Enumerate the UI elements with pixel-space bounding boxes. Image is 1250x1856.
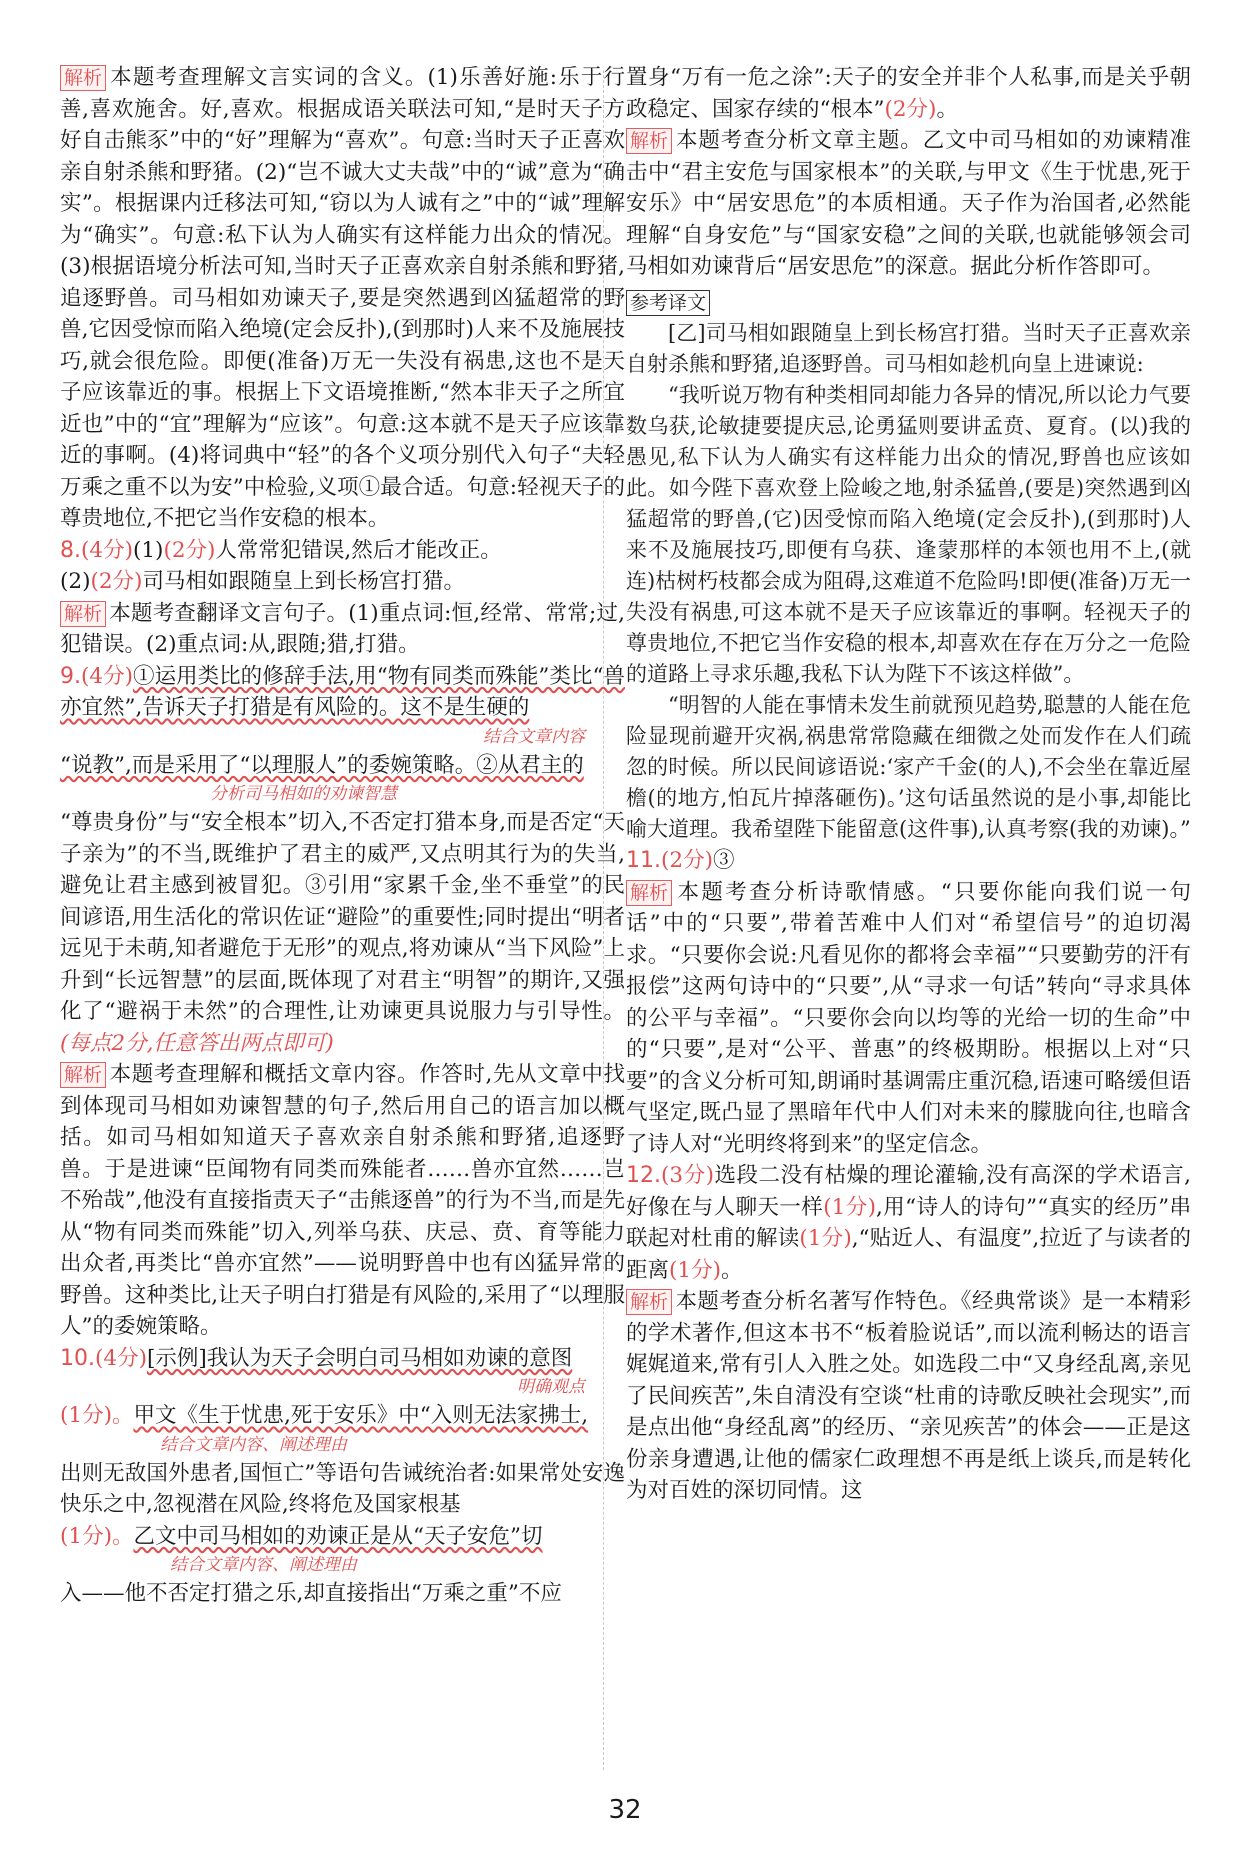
q8-answer-1: 8.(4分)(1)(2分)人常常犯错误,然后才能改正。 bbox=[60, 537, 502, 563]
q9-answer-c: “尊贵身份”与“安全根本”切入,不否定打猎本身,而是否定“天子亲为”的不当,既维护了君主的威严,又点明其行为的失当,避免让君主感到被冒犯。③引用“家累千金,坐不垂堂”的民间谚语,用生活化的常识佐证“避险”的重要性;同时提出“明者远见于未萌,知者避危于无形”的观点,将劝谏从“当下风险”上升到“长远智慧”的层面,既体现了对君主“明智”的期许,又强化了“避祸于未然”的合理性,让劝谏更具说服力与引导性。(每点2分,任意答出两点即可) bbox=[60, 810, 625, 1056]
q10-answer-cont: 置身“万有一危之涂”:天子的安全并非个人私事,而是关乎朝政稳定、国家存续的“根本”(2分)。 bbox=[626, 65, 1191, 122]
q12-jiexi: 解析 本题考查分析名著写作特色。《经典常谈》是一本精彩的学术著作,但这本书不“板着脸说话”,而以流利畅达的语言娓娓道来,常有引人入胜之处。如选段二中“又身经乱离,亲见了民间疾苦”,朱自清没有空谈“杜甫的诗歌反映社会现实”,而是点出他“身经乱离”的经历、“亲见疾苦”的体会——正是这份亲身遭遇,让他的儒家仁政理想不再是纸上谈兵,而是转化为对百姓的深切同情。这 bbox=[626, 1289, 1191, 1503]
q9-answer-b: “说教”,而是采用了“以理服人”的委婉策略。②从君主的 bbox=[60, 752, 584, 778]
reference-translation-heading bbox=[626, 287, 1191, 319]
jiexi-tag: 解析 bbox=[60, 601, 106, 627]
q9-annotation-1: 结合文章内容 bbox=[483, 726, 585, 747]
q9-jiexi: 解析 本题考查理解和概括文章内容。作答时,先从文章中找到体现司马相如劝谏智慧的句子,然后用自己的语言加以概括。如司马相如知道天子喜欢亲自射杀熊和野猪,追逐野兽。于是进谏“臣闻物有同类而殊能者……兽亦宜然……岂不殆哉”,他没有直接指责天子“击熊逐兽”的行为不当,而是先从“物有同类而殊能”切入,列举乌获、庆忌、贲、育等能力出众者,再类比“兽亦宜然”——说明野兽中也有凶猛异常的野兽。这种类比,让天子明白打猎是有风险的,采用了“以理服人”的委婉策略。 bbox=[60, 1062, 625, 1339]
q10-answer-a: 10.(4分)[示例]我认为天子会明白司马相如劝谏的意图 bbox=[60, 1345, 573, 1371]
q11-answer: 11.(2分)③ bbox=[626, 848, 735, 873]
translation-para-1: [乙]司马相如跟随皇上到长杨宫打猎。当时天子正喜欢亲自射杀熊和野猪,追逐野兽。司马相如趁机向皇上进谏说: bbox=[626, 321, 1191, 376]
q12-answer: 12.(3分)选段二没有枯燥的理论灌输,没有高深的学术语言,好像在与人聊天一样(1分),用“诗人的诗句”“真实的经历”串联起对杜甫的解读(1分),“贴近人、有温度”,拉近了与读者的距离(1分)。 bbox=[626, 1163, 1191, 1283]
q10-answer-e: 入——他不否定打猎之乐,却直接指出“万乘之重”不应 bbox=[60, 1581, 562, 1606]
q9-answer-a: 9.(4分)①运用类比的修辞手法,用“物有同类而殊能”类比“兽亦宜然”,告诉天子打猎是有风险的。这不是生硬的 bbox=[60, 663, 625, 720]
jiexi-tag: 解析 bbox=[60, 65, 106, 91]
q10-answer-d: (1分)。乙文中司马相如的劝谏正是从“天子安危”切 bbox=[60, 1523, 543, 1549]
q9-annotation-2: 分析司马相如的劝谏智慧 bbox=[210, 784, 397, 804]
left-column bbox=[60, 62, 625, 1610]
q10-answer-b: (1分)。甲文《生于忧患,死于安乐》中“入则无法家拂士, bbox=[60, 1403, 589, 1428]
q11-jiexi: 解析 本题考查分析诗歌情感。“只要你能向我们说一句话”中的“只要”,带着苦难中人们对“希望信号”的迫切渴求。“只要你会说:凡看见你的都将会幸福”“只要勤劳的汗有报偿”这两句诗中的“只要”,从“寻求一句话”转向“寻求具体的公平与幸福”。“只要你会向以均等的光给一切的生命”中的“只要”,是对“公平、普惠”的终极期盼。根据以上对“只要”的含义分析可知,朗诵时基调需庄重沉稳,语速可略缓但语气坚定,既凸显了黑暗年代中人们对未来的朦胧向往,也暗含了诗人对“光明终将到来”的坚定信念。 bbox=[626, 879, 1191, 1157]
right-column bbox=[626, 62, 1191, 1507]
translation-para-3: “明智的人能在事情未发生前就预见趋势,聪慧的人能在危险显现前避开灾祸,祸患常常隐藏在细微之处而发作在人们疏忽的时候。所以民间谚语说:‘家产千金(的人),不会坐在靠近屋檐(的地方,怕瓦片掉落砸伤)。’这句话虽然说的是小事,却能比喻大道理。我希望陛下能留意(这件事),认真考察(我的劝谏)。” bbox=[626, 693, 1191, 841]
q7-jiexi: 解析 本题考查理解文言实词的含义。(1)乐善好施:乐于行善,喜欢施舍。好,喜欢。根据成语关联法可知,“是时天子方好自击熊豕”中的“好”理解为“喜欢”。句意:当时天子正喜欢亲自射杀熊和野猪。(2)“岂不诚大丈夫哉”中的“诚”意为“确实”。根据课内迁移法可知,“窃以为人诚有之”中的“诚”理解为“确实”。句意:私下认为人确实有这样能力出众的情况。(3)根据语境分析法可知,当时天子正喜欢亲自射杀熊和野猪,追逐野兽。司马相如劝谏天子,要是突然遇到凶猛超常的野兽,它因受惊而陷入绝境(定会反扑),(到那时)人来不及施展技巧,就会很危险。即便(准备)万无一失没有祸患,这也不是天子应该靠近的事。根据上下文语境推断,“然本非天子之所宜近也”中的“宜”理解为“应该”。句意:这本就不是天子应该靠近的事啊。(4)将词典中“轻”的各个义项分别代入句子“夫轻万乘之重不以为安”中检验,义项①最合适。句意:轻视天子的尊贵地位,不把它当作安稳的根本。 bbox=[60, 65, 625, 531]
q10-annotation-2: 结合文章内容、阐述理由 bbox=[160, 1434, 347, 1455]
page-number: 32 bbox=[608, 1795, 642, 1825]
jiexi-tag: 解析 bbox=[60, 1062, 106, 1088]
q10-jiexi: 解析 本题考查分析文章主题。乙文中司马相如的劝谏精准击中“君主安危与国家根本”的关联,与甲文《生于忧患,死于安乐》中“居安思危”的本质相通。天子作为治国者,必然能理解“自身安危”与“国家安稳”之间的关联,也就能够领会司马相如劝谏背后“居安思危”的深意。据此分析作答即可。 bbox=[626, 128, 1191, 279]
q10-annotation-3: 结合文章内容、阐述理由 bbox=[170, 1555, 357, 1575]
jiexi-tag: 解析 bbox=[626, 880, 672, 906]
jiexi-tag: 解析 bbox=[626, 1289, 672, 1315]
translation-para-2: “我听说万物有种类相同却能力各异的情况,所以论力气要数乌获,论敏捷要提庆忌,论勇猛则要讲孟贲、夏育。(以)我的愚见,私下认为人确实有这样能力出众的情况,野兽也应该如此。如今陛下喜欢登上险峻之地,射杀猛兽,(要是)突然遇到凶猛超常的野兽,(它)因受惊而陷入绝境(定会反扑),(到那时)人来不及施展技巧,即便有乌获、逢蒙那样的本领也用不上,(就连)枯树朽枝都会成为阻碍,这难道不危险吗!即便(准备)万无一失没有祸患,可这本就不是天子应该靠近的事啊。轻视天子的尊贵地位,不把它当作安稳的根本,却喜欢在存在万分之一危险的道路上寻求乐趣,我私下认为陛下不该这样做”。 bbox=[626, 383, 1191, 686]
q8-answer-2: (2)(2分)司马相如跟随皇上到长杨宫打猎。 bbox=[60, 569, 465, 594]
q8-jiexi: 解析 本题考查翻译文言句子。(1)重点词:恒,经常、常常;过,犯错误。(2)重点词:从,跟随;猎,打猎。 bbox=[60, 600, 625, 657]
cankao-tag: 参考译文 bbox=[626, 290, 710, 316]
q10-answer-c: 出则无敌国外患者,国恒亡”等语句告诫统治者:如果常处安逸快乐之中,忽视潜在风险,终将危及国家根基 bbox=[60, 1460, 625, 1517]
q10-annotation-1: 明确观点 bbox=[517, 1377, 585, 1397]
jiexi-tag: 解析 bbox=[626, 128, 672, 154]
